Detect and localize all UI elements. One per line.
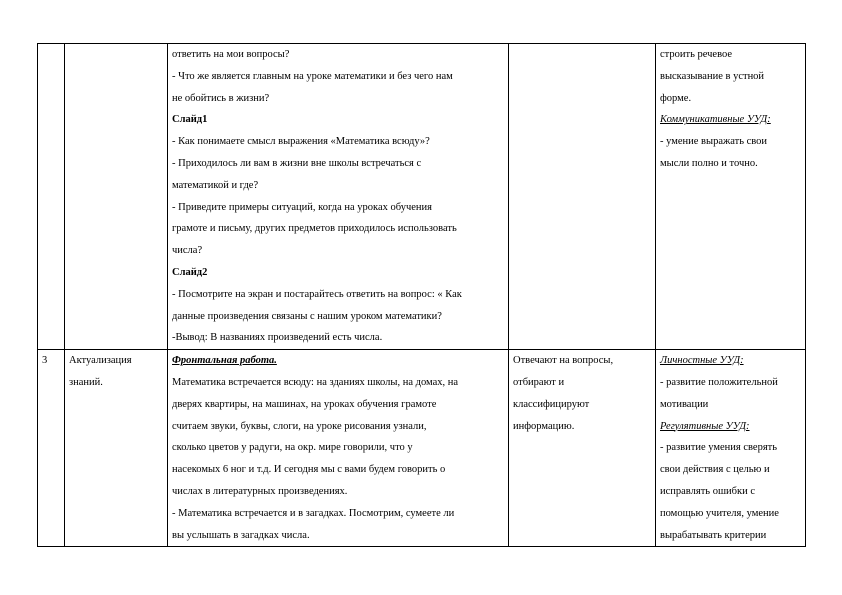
stage-line: знаний. — [69, 376, 103, 388]
work-type-heading: Фронтальная работа. — [172, 355, 277, 367]
content-line: данные произведения связаны с нашим уроком математики? — [172, 310, 442, 322]
slide-heading: Слайд1 — [172, 114, 208, 126]
uud-line: мысли полно и точно. — [660, 157, 758, 169]
uud-heading: Личностные УУД: — [660, 355, 744, 367]
student-line: отбирают и — [513, 376, 565, 388]
uud-line: мотивации — [660, 398, 709, 410]
row-number-cell — [38, 44, 65, 350]
student-line: классифицируют — [513, 398, 590, 410]
student-activity-cell — [509, 350, 656, 547]
student-line: информацию. — [513, 420, 575, 432]
uud-line: - умение выражать свои — [660, 136, 768, 148]
uud-line: вырабатывать критерии — [660, 529, 767, 541]
uud-heading: Регулятивные УУД: — [660, 420, 750, 432]
table-row — [38, 350, 806, 547]
uud-heading: Коммуникативные УУД: — [660, 114, 771, 126]
content-line: числах в литературных произведениях. — [172, 485, 348, 497]
student-line: Отвечают на вопросы, — [513, 355, 614, 367]
table-row — [38, 44, 806, 350]
content-line: насекомых 6 ног и т.д. И сегодня мы с вами будем говорить о — [172, 464, 446, 476]
teacher-activity-cell — [168, 44, 509, 350]
stage-cell — [65, 350, 168, 547]
stage-cell — [65, 44, 168, 350]
content-line: не обойтись в жизни? — [172, 92, 270, 104]
content-line: дверях квартиры, на машинах, на уроках обучения грамоте — [172, 398, 437, 410]
content-line: - Как понимаете смысл выражения «Математика всюду»? — [172, 136, 430, 148]
content-line: - Что же является главным на уроке математики и без чего нам — [172, 70, 453, 82]
slide-heading: Слайд2 — [172, 266, 208, 278]
content-line: - Посмотрите на экран и постарайтесь ответить на вопрос: « Как — [172, 288, 462, 300]
content-line: - Математика встречается и в загадках. Посмотрим, сумеете ли — [172, 507, 455, 519]
content-line: - Приходилось ли вам в жизни вне школы встречаться с — [172, 157, 422, 169]
content-line: числа? — [172, 245, 203, 257]
uud-line: исправлять ошибки с — [660, 485, 756, 497]
uud-cell — [656, 44, 806, 350]
stage-line: Актуализация — [69, 355, 132, 367]
content-line: математикой и где? — [172, 179, 259, 191]
row-number-cell: 3 — [38, 350, 65, 547]
content-line: - Приведите примеры ситуаций, когда на уроках обучения — [172, 201, 432, 213]
content-line: вы услышать в загадках числа. — [172, 529, 310, 541]
content-line: считаем звуки, буквы, слоги, на уроке рисования узнали, — [172, 420, 427, 432]
teacher-activity-cell — [168, 350, 509, 547]
uud-line: высказывание в устной — [660, 70, 765, 82]
uud-line: свои действия с целью и — [660, 464, 770, 476]
uud-line: - развитие умения сверять — [660, 442, 778, 454]
content-line: грамоте и письму, других предметов приходилось использовать — [172, 223, 457, 235]
uud-line: форме. — [660, 92, 692, 104]
content-line: Математика встречается всюду: на зданиях школы, на домах, на — [172, 376, 459, 388]
uud-line: - развитие положительной — [660, 376, 778, 388]
uud-cell — [656, 350, 806, 547]
content-line: ответить на мои вопросы? — [172, 49, 290, 60]
lesson-table — [37, 43, 806, 547]
uud-line: строить речевое — [660, 49, 733, 60]
student-activity-cell — [509, 44, 656, 350]
uud-line: помощью учителя, умение — [660, 507, 779, 519]
content-line: -Вывод: В названиях произведений есть числа. — [172, 332, 383, 344]
content-line: сколько цветов у радуги, на окр. мире говорили, что у — [172, 442, 413, 454]
